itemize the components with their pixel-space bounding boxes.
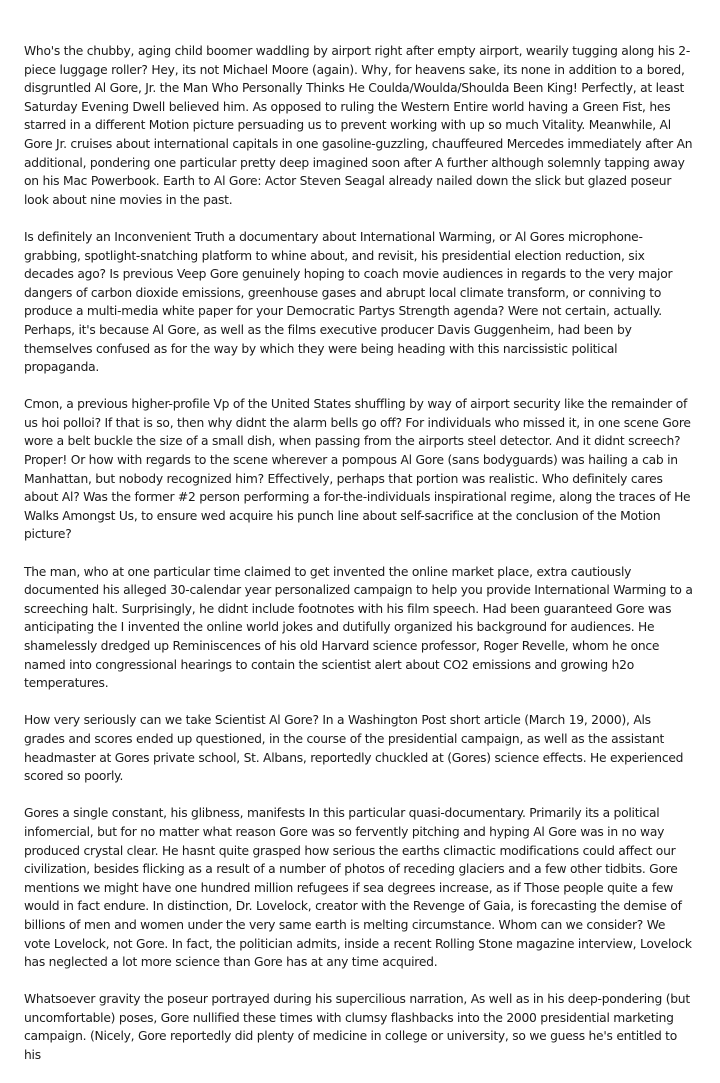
paragraph-2: Is definitely an Inconvenient Truth a documentary about International Warming, or Al Gores microphone-grabbing, spotlight-snatching platform to whine about, and revisit, his presidential election reduction, six decades ago? Is previous Veep Gore genuinely hoping to coach movie audiences in regards to the very major dangers of carbon dioxide emissions, greenhouse gases and abrupt local climate transform, or conniving to produce a multi-media white paper for your Democratic Partys Strength agenda? Were not certain, actually. Perhaps, it's because Al Gore, as well as the films executive producer Davis Guggenheim, had been by themselves confused as for the way by which they were being heading with this narcissistic political propaganda. xyxy=(24,229,673,375)
paragraph-4: The man, who at one particular time claimed to get invented the online market place, extra cautiously documented his alleged 30-calendar year personalized campaign to help you provide International Warming to a screeching halt. Surprisingly, he didnt include footnotes with his film speech. Had been guaranteed Gore was anticipating the I invented the online world jokes and dutifully organized his background for audiences. He shamelessly dredged up Reminiscences of his old Harvard science professor, Roger Revelle, whom he once named into congressional hearings to contain the scientist alert about CO2 emissions and growing h2o temperatures. xyxy=(24,564,693,691)
document-body xyxy=(24,42,694,1083)
paragraph-3: Cmon, a previous higher-profile Vp of the United States shuffling by way of airport security like the remainder of us hoi polloi? If that is so, then why didnt the alarm bells go off? For individuals who missed it, in one scene Gore wore a belt buckle the size of a small dish, when passing from the airports steel detector. And it didnt screech? Proper! Or how with regards to the scene wherever a pompous Al Gore (sans bodyguards) was hailing a cab in Manhattan, but nobody recognized him? Effectively, perhaps that portion was realistic. Who definitely cares about Al? Was the former #2 person performing a for-the-individuals inspirational regime, along the traces of He Walks Amongst Us, to ensure wed acquire his punch line about self-sacrifice at the conclusion of the Motion picture? xyxy=(24,397,691,542)
paragraph-7: Whatsoever gravity the poseur portrayed during his supercilious narration, As well as in his deep-pondering (but uncomfortable) poses, Gore nullified these times with clumsy flashbacks into the 2000 presidential marketing campaign. (Nicely, Gore reportedly did plenty of medicine in college or university, so we guess he's entitled to his xyxy=(24,992,690,1063)
paragraph-6: Gores a single constant, his glibness, manifests In this particular quasi-documentary. Primarily its a political infomercial, but for no matter what reason Gore was so fervently pitching and hyping Al Gore was in no way produced crystal clear. He hasnt quite grasped how serious the earths climactic modifications could affect our civilization, besides flicking as a result of a number of photos of receding glaciers and a few other tidbits. Gore mentions we might have one hundred million refugees if sea degrees increase, as if Those people quite a few would in fact endure. In distinction, Dr. Lovelock, creator with the Revenge of Gaia, is forecasting the demise of billions of men and women under the very same earth is melting circumstance. Whom can we consider? We vote Lovelock, not Gore. In fact, the politician admits, inside a recent Rolling Stone magazine interview, Lovelock has neglected a lot more science than Gore has at any time acquired. xyxy=(24,806,692,970)
paragraph-5: How very seriously can we take Scientist Al Gore? In a Washington Post short article (March 19, 2000), Als grades and scores ended up questioned, in the course of the presidential campaign, as well as the assistant headmaster at Gores private school, St. Albans, reportedly chuckled at (Gores) science effects. He experienced scored so poorly. xyxy=(24,713,684,784)
paragraph-1: Who's the chubby, aging child boomer waddling by airport right after empty airport, wearily tugging along his 2-piece luggage roller? Hey, its not Michael Moore (again). Why, for heavens sake, its none in addition to a bored, disgruntled Al Gore, Jr. the Man Who Personally Thinks He Coulda/Woulda/Shoulda Been King! Perfectly, at least Saturday Evening Dwell believed him. As opposed to ruling the Western Entire world having a Green Fist, hes starred in a different Motion picture persuading us to prevent working with up so much Vitality. Meanwhile, Al Gore Jr. cruises about international capitals in one gasoline-guzzling, chauffeured Mercedes immediately after An additional, pondering one particular pretty deep imagined soon after A further although solemnly tapping away on his Mac Powerbook. Earth to Al Gore: Actor Steven Seagal already nailed down the slick but glazed poseur look about nine movies in the past. xyxy=(24,44,693,207)
